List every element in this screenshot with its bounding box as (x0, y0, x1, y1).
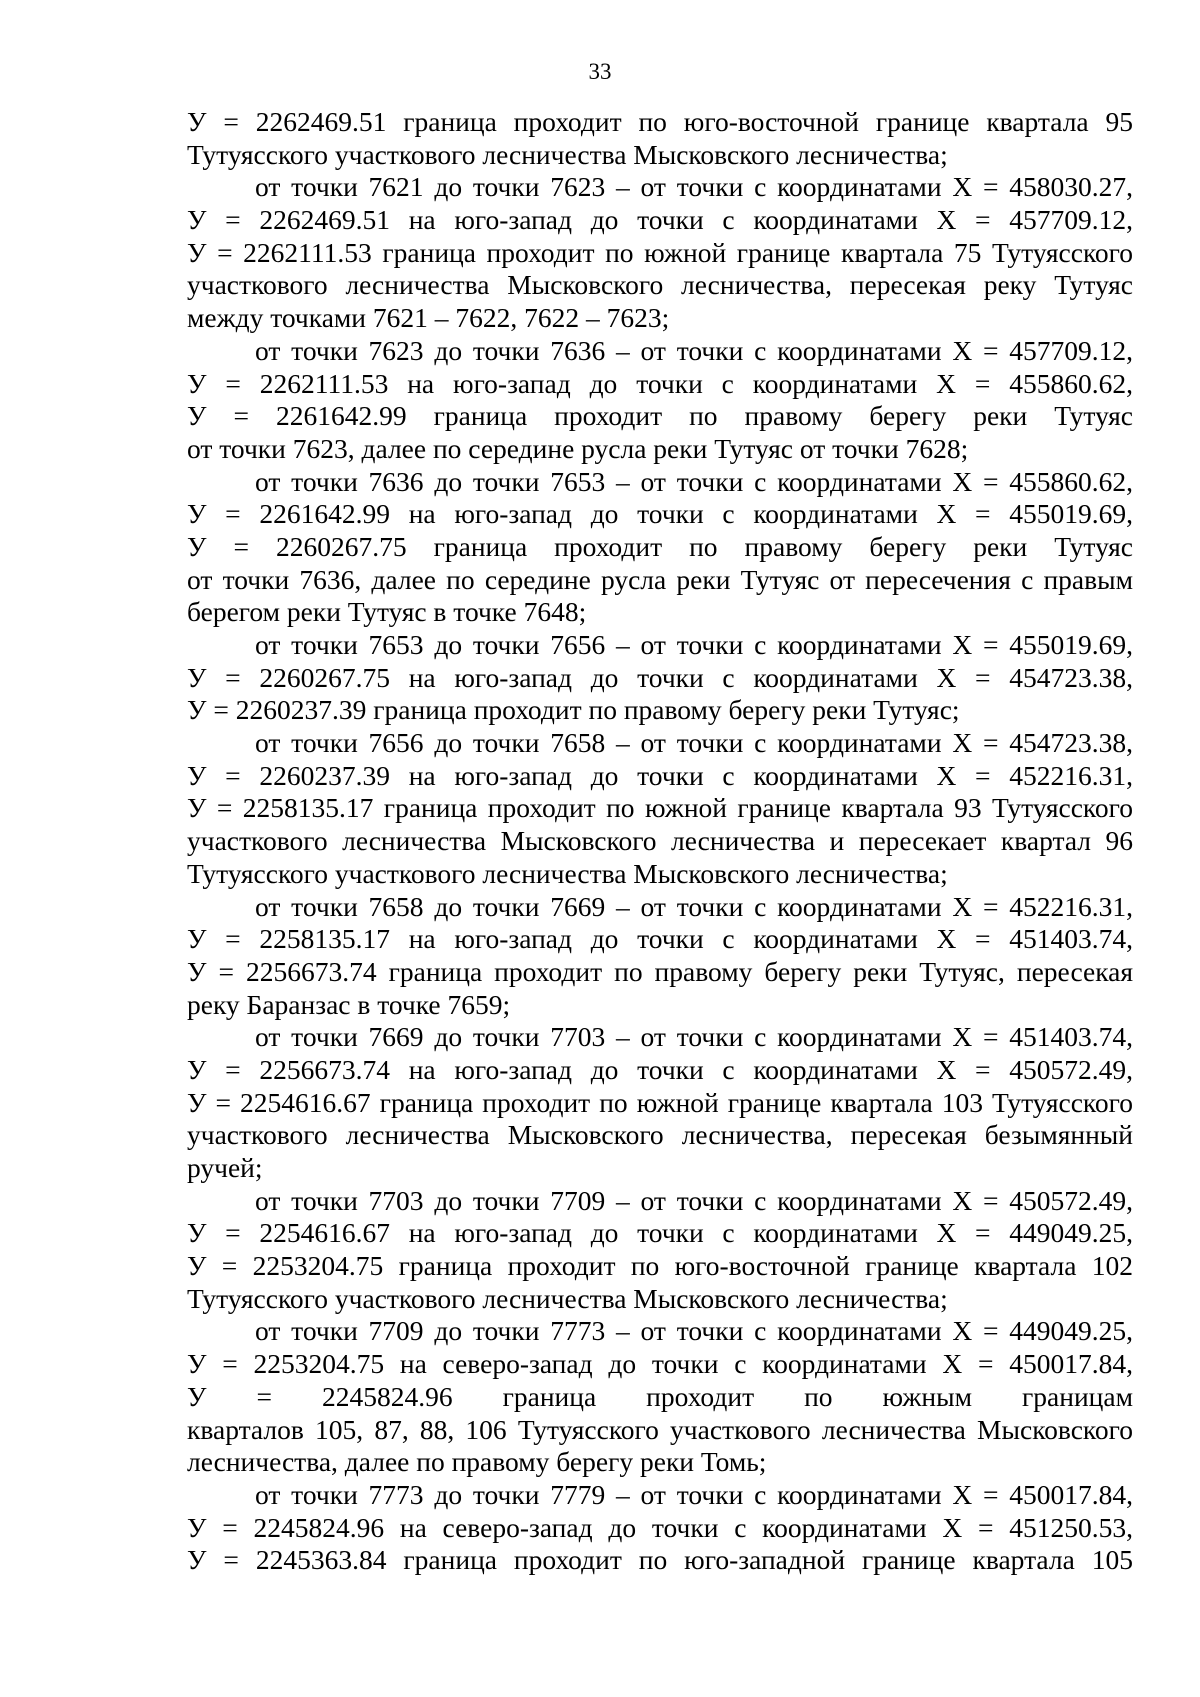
paragraph-first-line: от точки 7669 до точки 7703 – от точки с координатами Х = 451403.74, (255, 1021, 1133, 1053)
paragraph-first-line: от точки 7623 до точки 7636 – от точки с координатами Х = 457709.12, (255, 334, 1133, 366)
paragraph-first-line: от точки 7621 до точки 7623 – от точки с координатами Х = 458030.27, (255, 171, 1133, 203)
text-line: между точками 7621 – 7622, 7622 – 7623; (187, 302, 670, 334)
text-line: У = 2262469.51 граница проходит по юго-восточной границе квартала 95 (187, 106, 1133, 137)
text-line: лесничества, далее по правому берегу реки Томь; (187, 1446, 767, 1478)
text-line: У = 2258135.17 на юго-запад до точки с координатами Х = 451403.74, (187, 923, 1133, 955)
text-line: У = 2253204.75 граница проходит по юго-восточной границе квартала 102 (187, 1250, 1133, 1282)
text-line: У = 2260267.75 граница проходит по правому берегу реки Тутуяс (187, 530, 1133, 562)
paragraph-first-line: от точки 7703 до точки 7709 – от точки с координатами Х = 450572.49, (255, 1184, 1133, 1216)
text-line: У = 2260237.39 граница проходит по правому берегу реки Тутуяс; (187, 694, 960, 726)
text-line: реку Баранзас в точке 7659; (187, 988, 511, 1020)
paragraph-first-line: от точки 7709 до точки 7773 – от точки с координатами Х = 449049.25, (255, 1315, 1133, 1347)
text-line: У = 2260267.75 на юго-запад до точки с координатами Х = 454723.38, (187, 661, 1133, 693)
paragraph-first-line: от точки 7636 до точки 7653 – от точки с координатами Х = 455860.62, (255, 465, 1133, 497)
paragraph-first-line: от точки 7773 до точки 7779 – от точки с координатами Х = 450017.84, (255, 1478, 1133, 1510)
text-line: участкового лесничества Мысковского лесничества, пересекая безымянный (187, 1119, 1133, 1151)
text-line: У = 2254616.67 на юго-запад до точки с координатами Х = 449049.25, (187, 1217, 1133, 1249)
text-line: кварталов 105, 87, 88, 106 Тутуясского участкового лесничества Мысковского (187, 1413, 1133, 1445)
text-line: У = 2256673.74 на юго-запад до точки с координатами Х = 450572.49, (187, 1053, 1133, 1085)
text-line: У = 2261642.99 граница проходит по правому берегу реки Тутуяс (187, 400, 1133, 432)
paragraph-first-line: от точки 7658 до точки 7669 – от точки с координатами Х = 452216.31, (255, 890, 1133, 922)
text-line: У = 2262111.53 на юго-запад до точки с координатами Х = 455860.62, (187, 367, 1133, 399)
text-line: У = 2261642.99 на юго-запад до точки с координатами Х = 455019.69, (187, 498, 1133, 530)
page-number: 33 (588, 59, 612, 84)
text-line: У = 2260237.39 на юго-запад до точки с координатами Х = 452216.31, (187, 759, 1133, 791)
text-line: участкового лесничества Мысковского лесничества и пересекает квартал 96 (187, 825, 1133, 857)
text-line: У = 2258135.17 граница проходит по южной границе квартала 93 Тутуясского (187, 792, 1133, 824)
paragraph-first-line: от точки 7656 до точки 7658 – от точки с координатами Х = 454723.38, (255, 727, 1133, 759)
text-line: У = 2254616.67 граница проходит по южной границе квартала 103 Тутуясского (187, 1086, 1133, 1118)
text-line: У = 2245363.84 граница проходит по юго-западной границе квартала 105 (187, 1544, 1133, 1576)
document-body (187, 106, 1133, 1577)
text-line: Тутуясского участкового лесничества Мысковского лесничества; (187, 1282, 948, 1314)
text-line: ручей; (187, 1152, 263, 1183)
text-line: У = 2253204.75 на северо-запад до точки с координатами Х = 450017.84, (187, 1348, 1133, 1380)
text-line: У = 2262111.53 граница проходит по южной границе квартала 75 Тутуясского (187, 236, 1133, 268)
text-line: Тутуясского участкового лесничества Мысковского лесничества; (187, 857, 948, 889)
text-line: от точки 7623, далее по середине русла реки Тутуяс от точки 7628; (187, 432, 969, 464)
text-line: от точки 7636, далее по середине русла реки Тутуяс от пересечения с правым (187, 563, 1133, 595)
text-line: участкового лесничества Мысковского лесничества, пересекая реку Тутуяс (187, 269, 1133, 301)
text-line: У = 2256673.74 граница проходит по правому берегу реки Тутуяс, пересекая (187, 955, 1133, 987)
text-line: У = 2245824.96 граница проходит по южным границам (187, 1380, 1133, 1412)
paragraph-first-line: от точки 7653 до точки 7656 – от точки с координатами Х = 455019.69, (255, 629, 1133, 660)
text-line: Тутуясского участкового лесничества Мысковского лесничества; (187, 138, 948, 170)
text-line: У = 2245824.96 на северо-запад до точки с координатами Х = 451250.53, (187, 1511, 1133, 1543)
text-line: берегом реки Тутуяс в точке 7648; (187, 596, 587, 628)
text-line: У = 2262469.51 на юго-запад до точки с координатами Х = 457709.12, (187, 204, 1133, 236)
